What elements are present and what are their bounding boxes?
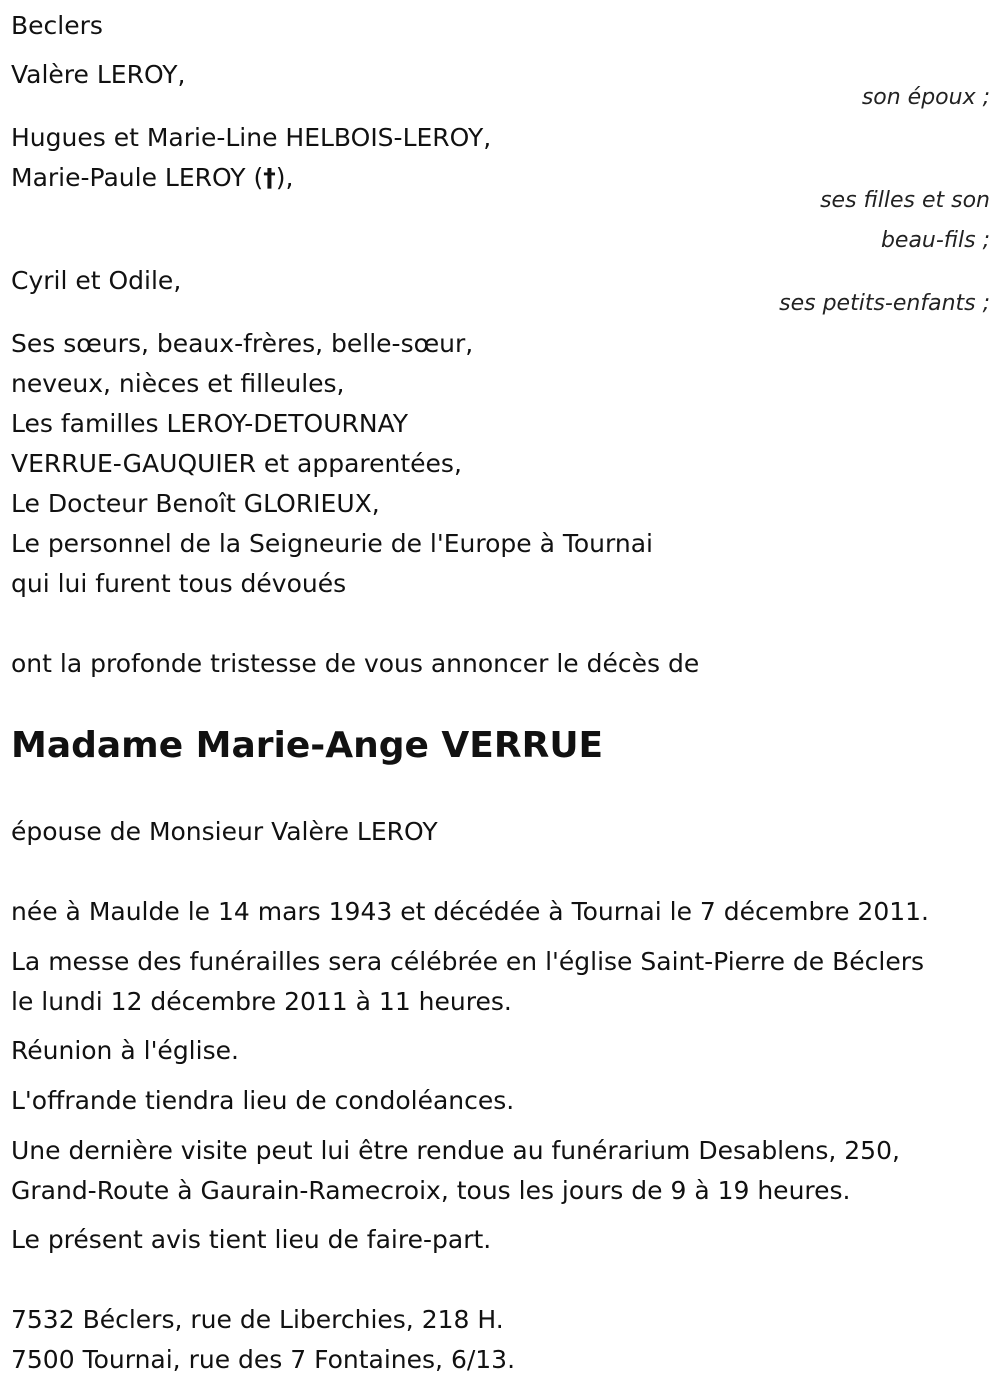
notice-line: Le présent avis tient lieu de faire-part.: [11, 1225, 492, 1254]
grandchildren-name: Cyril et Odile,: [11, 266, 182, 295]
other-relatives-line: Ses sœurs, beaux-frères, belle-sœur,: [11, 329, 474, 358]
address-line: 7500 Tournai, rue des 7 Fontaines, 6/13.: [11, 1345, 516, 1374]
deceased-name: Madame Marie-Ange VERRUE: [11, 725, 604, 766]
announcement-intro: ont la profonde tristesse de vous annoncer le décès de: [11, 649, 700, 678]
address-line: 7532 Béclers, rue de Liberchies, 218 H.: [11, 1305, 504, 1334]
meeting-info: Réunion à l'église.: [11, 1036, 239, 1065]
other-relatives-line: Le personnel de la Seigneurie de l'Europe à Tournai: [11, 529, 653, 558]
spouse-name: Valère LEROY,: [11, 60, 186, 89]
children-line-2: [11, 158, 294, 198]
spouse-of-line: épouse de Monsieur Valère LEROY: [11, 817, 438, 846]
cross-icon: †: [263, 163, 276, 192]
children-line-2-prefix: Marie-Paule LEROY (: [11, 163, 264, 192]
birth-death-line: née à Maulde le 14 mars 1943 et décédée à Tournai le 7 décembre 2011.: [11, 897, 929, 926]
other-relatives-line: qui lui furent tous dévoués: [11, 569, 347, 598]
children-line-2-suffix: ),: [275, 163, 294, 192]
offering-info: L'offrande tiendra lieu de condoléances.: [11, 1086, 515, 1115]
village-name: Beclers: [11, 11, 103, 40]
other-relatives-line: Les familles LEROY-DETOURNAY: [11, 409, 409, 438]
other-relatives-line: Le Docteur Benoît GLORIEUX,: [11, 489, 380, 518]
visit-info-line-1: Une dernière visite peut lui être rendue au funérarium Desablens, 250,: [11, 1136, 900, 1165]
other-relatives-line: VERRUE-GAUQUIER et apparentées,: [11, 449, 462, 478]
funeral-mass-line-1: La messe des funérailles sera célébrée en l'église Saint-Pierre de Béclers: [11, 947, 925, 976]
children-role-line-1: ses filles et son: [820, 188, 990, 213]
funeral-mass-line-2: le lundi 12 décembre 2011 à 11 heures.: [11, 987, 512, 1016]
grandchildren-role: ses petits-enfants ;: [779, 291, 990, 316]
children-line-1: Hugues et Marie-Line HELBOIS-LEROY,: [11, 123, 492, 152]
children-role-line-2: beau-fils ;: [880, 228, 990, 253]
spouse-role: son époux ;: [861, 85, 990, 110]
other-relatives-line: neveux, nièces et filleules,: [11, 369, 345, 398]
visit-info-line-2: Grand-Route à Gaurain-Ramecroix, tous les jours de 9 à 19 heures.: [11, 1176, 851, 1205]
